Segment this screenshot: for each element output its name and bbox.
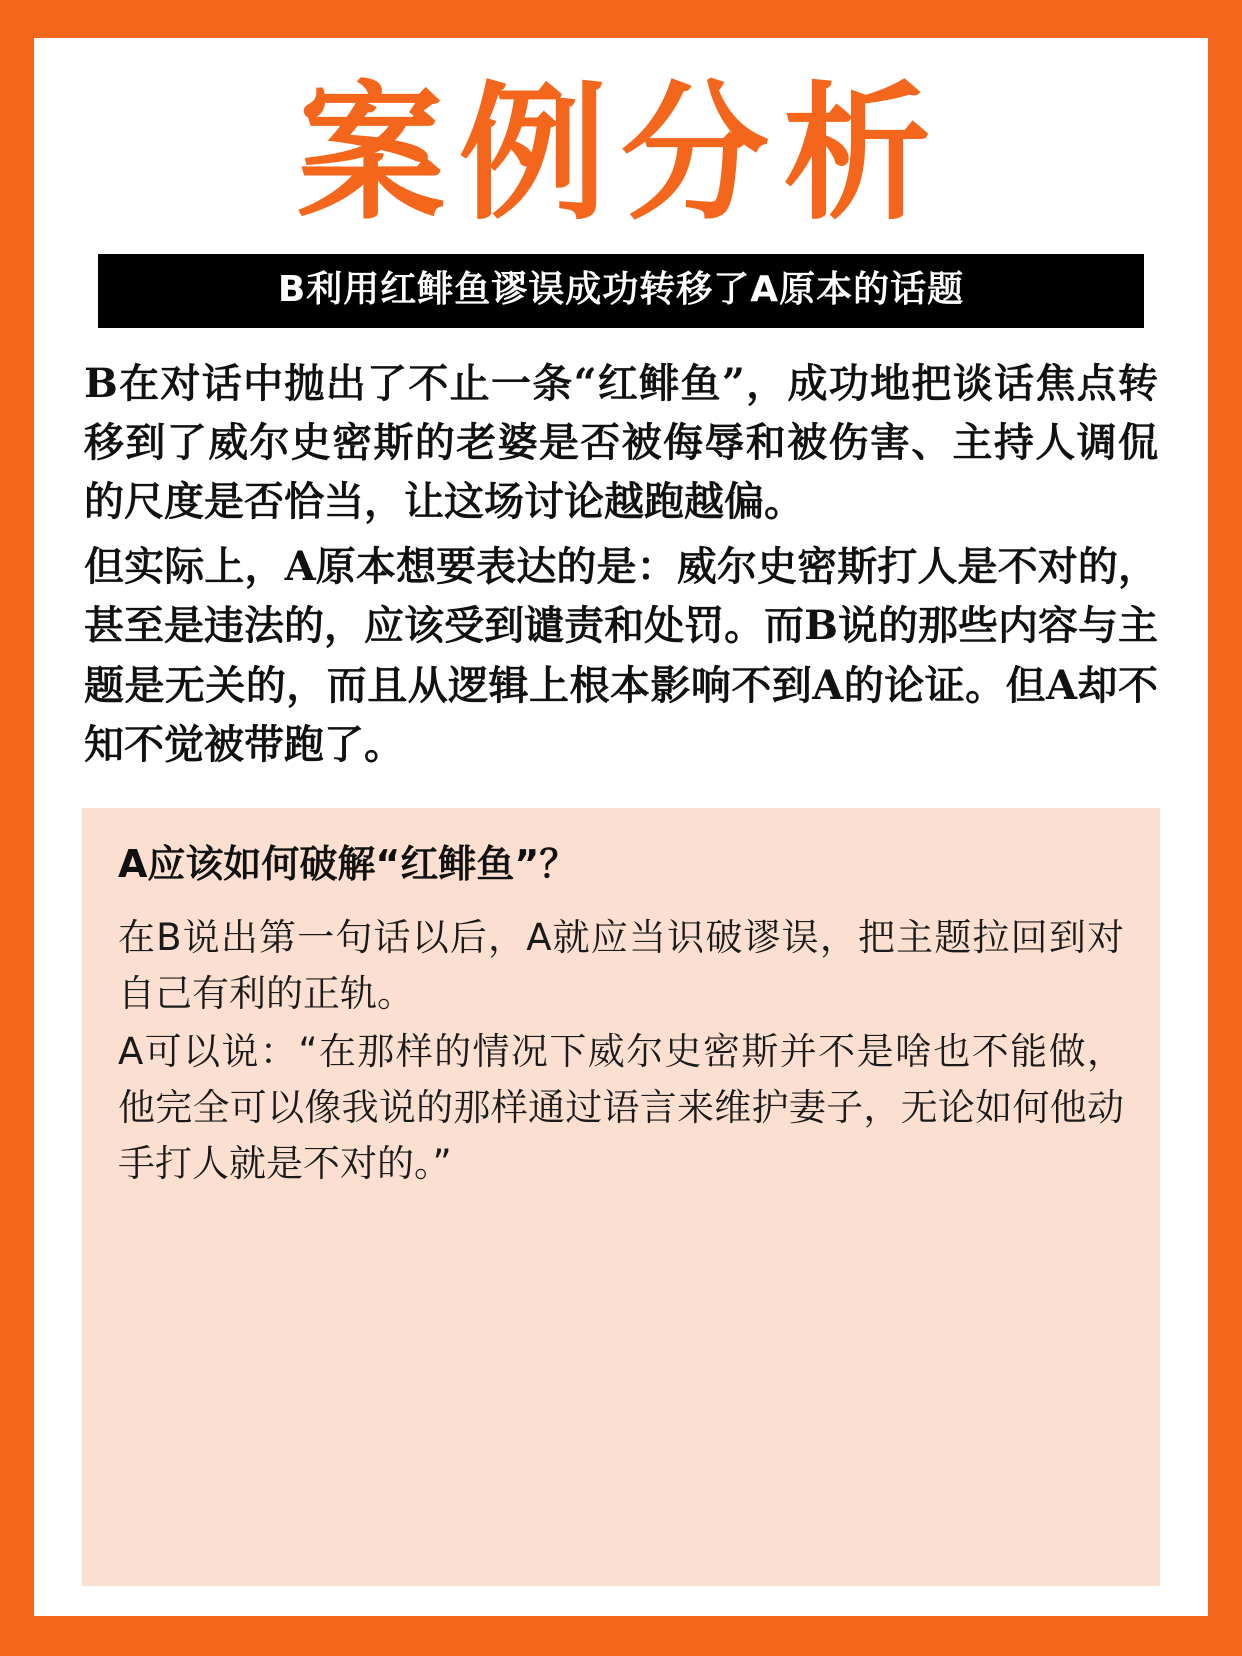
highlight-paragraph: 在B说出第一句话以后，A就应当识破谬误，把主题拉回到对自己有利的正轨。: [118, 915, 1124, 1015]
subtitle-text: B利用红鲱鱼谬误成功转移了A原本的话题: [277, 269, 965, 310]
subtitle-banner: [98, 254, 1144, 328]
content-card: [34, 38, 1208, 1616]
highlight-callout: [82, 808, 1160, 1586]
body-paragraph: 但实际上，A原本想要表达的是：威尔史密斯打人是不对的，甚至是违法的，应该受到谴责和处罚。而B说的那些内容与主题是无关的，而且从逻辑上根本影响不到A的论证。但A却不知不觉被带跑了。: [84, 543, 1158, 768]
highlight-title: A应该如何破解“红鲱鱼”？: [118, 841, 578, 886]
highlight-paragraph: A可以说：“在那样的情况下威尔史密斯并不是啥也不能做，他完全可以像我说的那样通过语言来维护妻子，无论如何他动手打人就是不对的。”: [118, 1029, 1124, 1186]
highlight-body: [118, 910, 1124, 1193]
body-paragraph: B在对话中抛出了不止一条“红鲱鱼”，成功地把谈话焦点转移到了威尔史密斯的老婆是否被侮辱和被伤害、主持人调侃的尺度是否恰当，让这场讨论越跑越偏。: [84, 359, 1158, 525]
body-text: [84, 354, 1158, 774]
page-title: 案例分析: [297, 68, 945, 240]
